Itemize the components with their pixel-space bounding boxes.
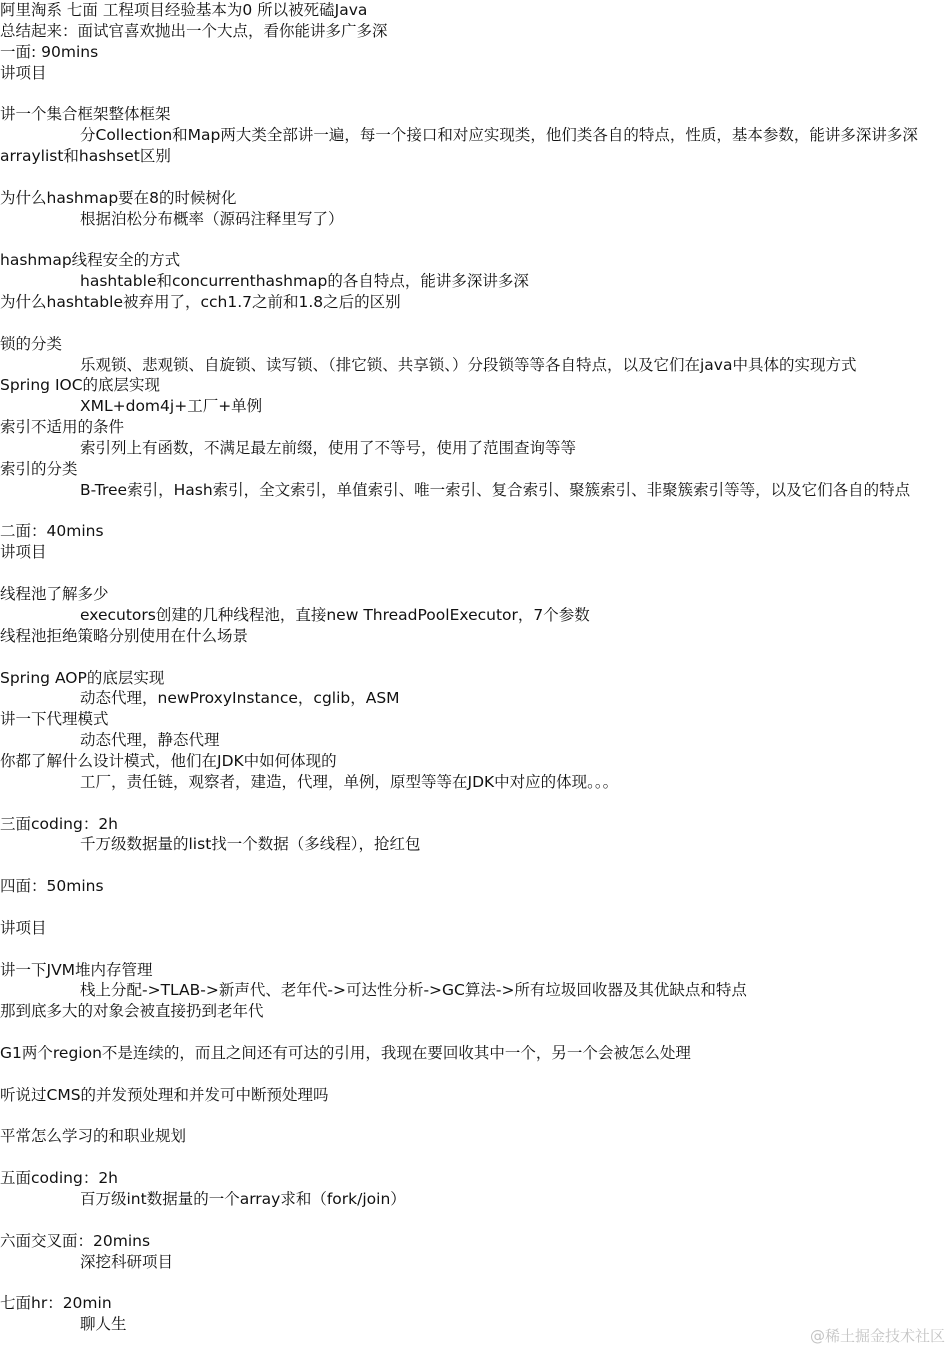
text-line: 线程池了解多少	[0, 585, 109, 604]
text-line: 六面交叉面：20mins	[0, 1231, 151, 1250]
detail-line: executors创建的几种线程池，直接new ThreadPoolExecutor，7个参数	[80, 605, 590, 624]
blank-line	[0, 229, 951, 250]
detail-line: 动态代理，静态代理	[80, 731, 220, 750]
blank-line	[0, 647, 951, 668]
text-line: 索引不适用的条件	[0, 418, 125, 437]
text-line: 你都了解什么设计模式，他们在JDK中如何体现的	[0, 751, 337, 770]
text-line: 讲项目	[0, 918, 47, 937]
blank-line	[0, 1272, 951, 1293]
detail-line: 分Collection和Map两大类全部讲一遍，每一个接口和对应实现类，他们类各自的特点，性质，基本参数，能讲多深讲多深	[80, 126, 918, 145]
blank-line	[0, 793, 951, 814]
text-line: arraylist和hashset区别	[0, 147, 171, 166]
text-line: 为什么hashtable被弃用了，cch1.7之前和1.8之后的区别	[0, 293, 401, 312]
watermark: @稀土掘金技术社区	[809, 1327, 945, 1345]
blank-line	[0, 1210, 951, 1231]
detail-line: 千万级数据量的list找一个数据（多线程），抢红包	[80, 835, 421, 854]
text-line: G1两个region不是连续的，而且之间还有可达的引用，我现在要回收其中一个，另一个会被怎么处理	[0, 1043, 691, 1062]
text-line: 听说过CMS的并发预处理和并发可中断预处理吗	[0, 1085, 329, 1104]
text-line: 索引的分类	[0, 459, 78, 478]
text-line: 一面: 90mins	[0, 42, 99, 61]
text-line: Spring IOC的底层实现	[0, 376, 161, 395]
text-line: 总结起来：面试官喜欢抛出一个大点，看你能讲多广多深	[0, 21, 388, 40]
blank-line	[0, 563, 951, 584]
detail-line: B-Tree索引，Hash索引，全文索引，单值索引、唯一索引、复合索引、聚簇索引、非聚簇索引等等，以及它们各自的特点	[80, 480, 911, 499]
blank-line	[0, 1147, 951, 1168]
text-line: 七面hr：20min	[0, 1294, 112, 1313]
blank-line	[0, 939, 951, 960]
text-line: 讲一个集合框架整体框架	[0, 105, 171, 124]
blank-line	[0, 83, 951, 104]
text-line: 阿里淘系 七面 工程项目经验基本为0 所以被死磕Java	[0, 1, 368, 19]
text-line: 讲项目	[0, 63, 47, 82]
text-line: 三面coding：2h	[0, 814, 118, 833]
detail-line: XML+dom4j+工厂+单例	[80, 397, 263, 416]
text-line: Spring AOP的底层实现	[0, 668, 165, 687]
blank-line	[0, 313, 951, 334]
detail-line: 乐观锁、悲观锁、自旋锁、读写锁、（排它锁、共享锁、）分段锁等等各自特点，以及它们在java中具体的实现方式	[80, 355, 857, 374]
detail-line: hashtable和concurrenthashmap的各自特点，能讲多深讲多深	[80, 272, 529, 291]
blank-line	[0, 1064, 951, 1085]
text-line: 那到底多大的对象会被直接扔到老年代	[0, 1002, 264, 1021]
text-line: 五面coding：2h	[0, 1169, 118, 1188]
detail-line: 动态代理，newProxyInstance，cglib，ASM	[80, 689, 400, 708]
blank-line	[0, 167, 951, 188]
blank-line	[0, 897, 951, 918]
text-line: 四面：50mins	[0, 877, 104, 896]
text-line: 讲一下代理模式	[0, 710, 109, 729]
blank-line	[0, 1106, 951, 1127]
detail-line: 工厂，责任链，观察者，建造，代理，单例，原型等等在JDK中对应的体现。。。	[80, 772, 619, 791]
detail-line: 深挖科研项目	[80, 1252, 174, 1271]
detail-line: 栈上分配->TLAB->新声代、老年代->可达性分析->GC算法->所有垃圾回收器及其优缺点和特点	[80, 981, 747, 1000]
blank-line	[0, 1022, 951, 1043]
detail-line: 索引列上有函数，不满足最左前缀，使用了不等号，使用了范围查询等等	[80, 439, 577, 458]
text-line: 线程池拒绝策略分别使用在什么场景	[0, 626, 249, 645]
detail-line: 根据泊松分布概率（源码注释里写了）	[80, 209, 344, 228]
text-line: 二面：40mins	[0, 522, 104, 541]
blank-line	[0, 855, 951, 876]
text-line: 讲项目	[0, 543, 47, 562]
text-line: 讲一下JVM堆内存管理	[0, 960, 153, 979]
text-line: hashmap线程安全的方式	[0, 251, 181, 270]
blank-line	[0, 501, 951, 522]
text-line: 锁的分类	[0, 334, 63, 353]
detail-line: 百万级int数据量的一个array求和（fork/join）	[80, 1189, 406, 1208]
text-line: 平常怎么学习的和职业规划	[0, 1127, 187, 1146]
text-line: 为什么hashmap要在8的时候树化	[0, 188, 237, 207]
detail-line: 聊人生	[80, 1315, 127, 1334]
